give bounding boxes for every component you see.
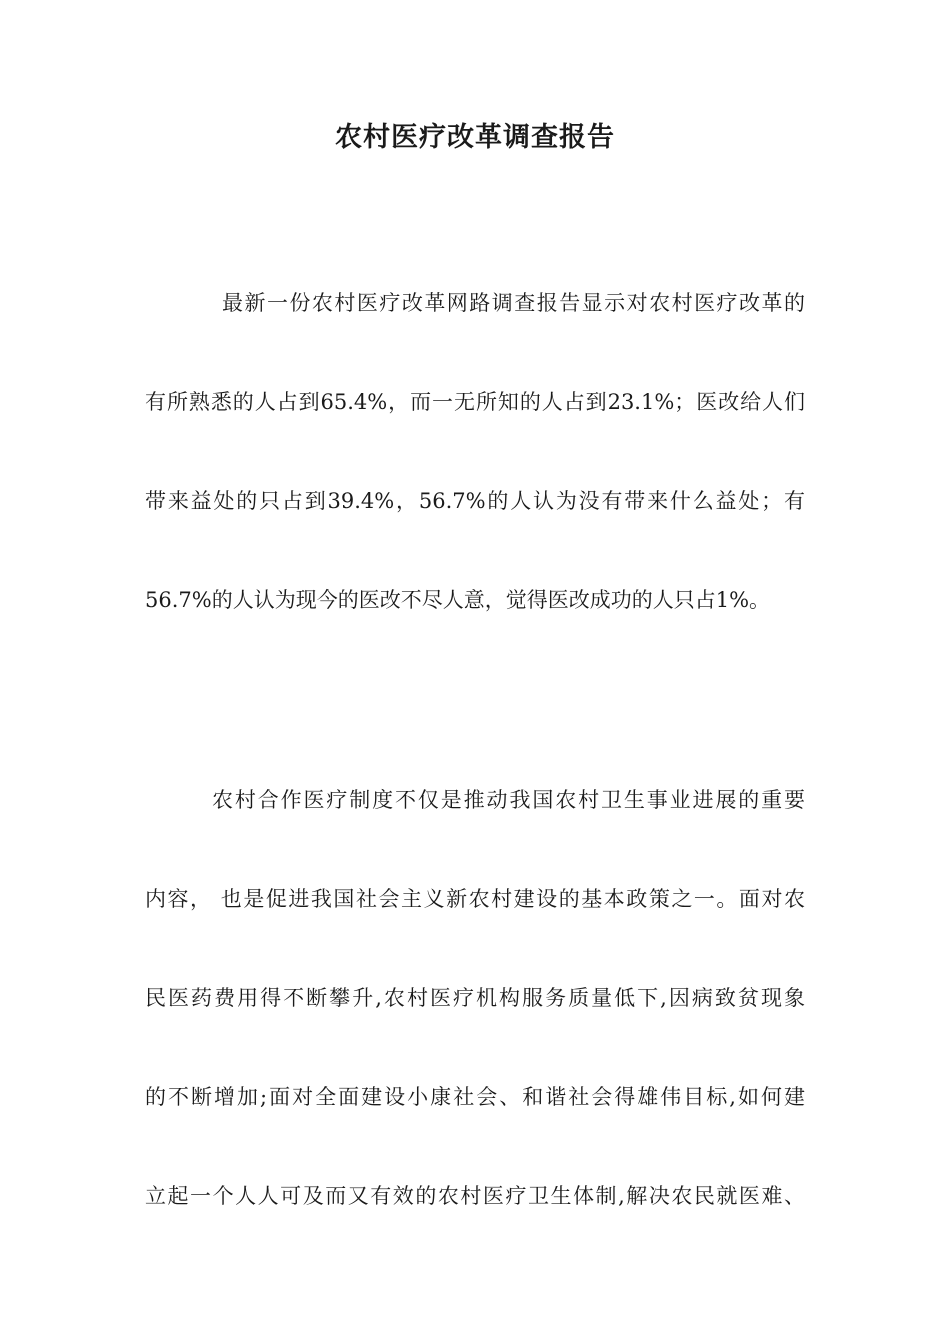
document-title: 农村医疗改革调查报告 <box>335 122 615 153</box>
paragraph-2-line-5: 立起一个人人可及而又有效的农村医疗卫生体制,解决农民就医难、 <box>145 1184 805 1208</box>
paragraph-1-line-1: 最新一份农村医疗改革网路调查报告显示对农村医疗改革的 <box>222 291 805 315</box>
paragraph-1-line-3: 带来益处的只占到39.4%，56.7%的人认为没有带来什么益处；有 <box>145 489 805 513</box>
paragraph-2-line-2: 内容， 也是促进我国社会主义新农村建设的基本政策之一。面对农 <box>145 887 805 911</box>
paragraph-2-line-4: 的不断增加;面对全面建设小康社会、和谐社会得雄伟目标,如何建 <box>145 1085 805 1109</box>
paragraph-2-line-1: 农村合作医疗制度不仅是推动我国农村卫生事业进展的重要 <box>212 788 805 812</box>
paragraph-1-line-4: 56.7%的人认为现今的医改不尽人意，觉得医改成功的人只占1%。 <box>145 588 771 612</box>
paragraph-1-line-2: 有所熟悉的人占到65.4%，而一无所知的人占到23.1%；医改给人们 <box>145 390 805 414</box>
paragraph-2-line-3: 民医药费用得不断攀升,农村医疗机构服务质量低下,因病致贫现象 <box>145 986 805 1010</box>
